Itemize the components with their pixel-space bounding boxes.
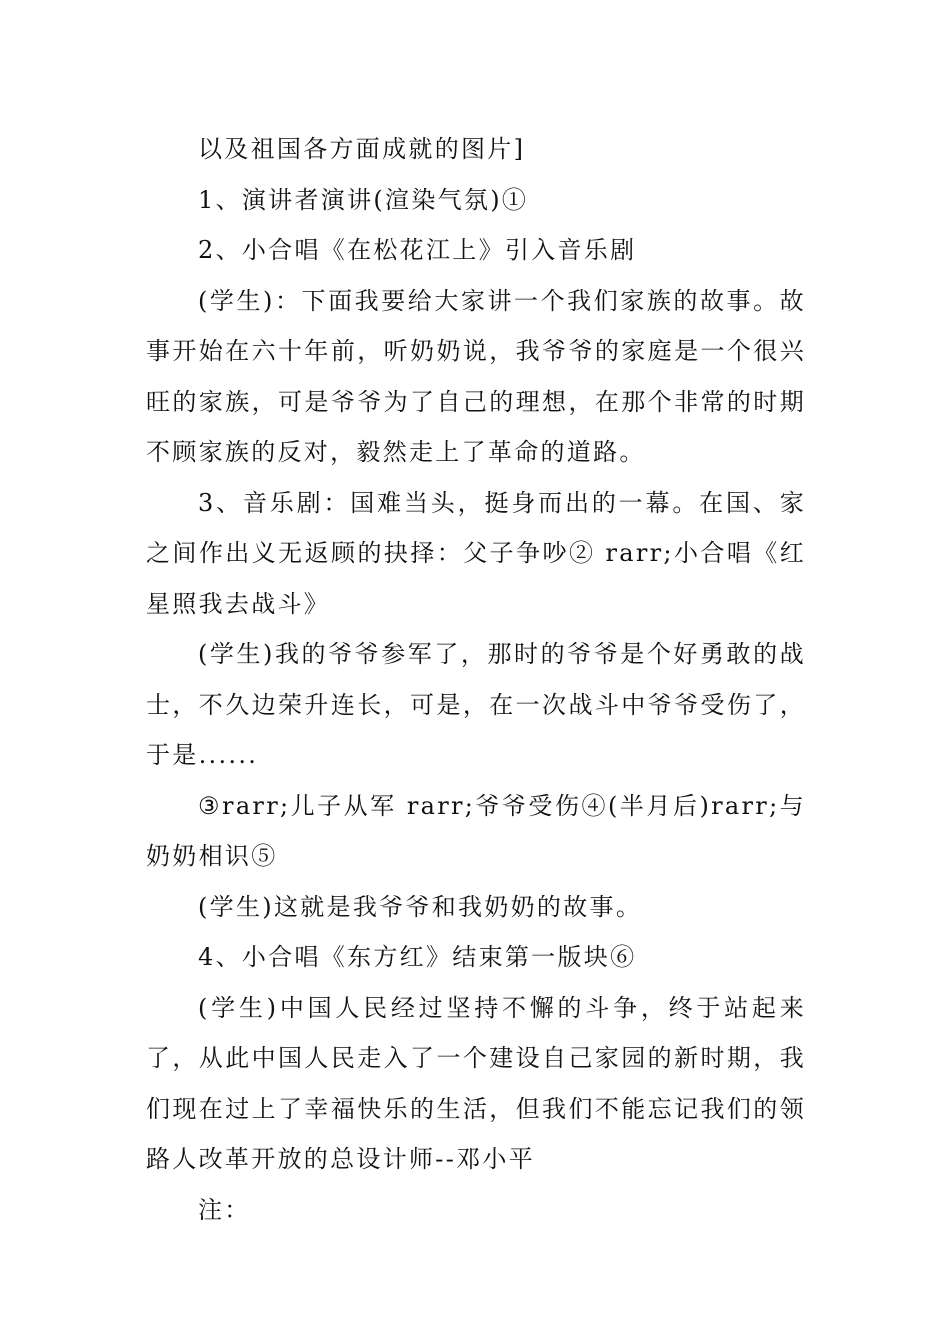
paragraph-item-2: 2、小合唱《在松花江上》引入音乐剧 (198, 236, 637, 264)
paragraph-student-ending: (学生)这就是我爷爷和我奶奶的故事。 (198, 892, 643, 921)
paragraph-student-story: (学生)：下面我要给大家讲一个我们家族的故事。故事开始在六十年前，听奶奶说，我爷爷的家庭是一个很兴旺的家族，可是爷爷为了自己的理想，在那个非常的时期不顾家族的反对，毅然走上了革命的道路。 (146, 286, 806, 466)
paragraph-note: 注： (198, 1195, 251, 1224)
paragraph-student-new-era: (学生)中国人民经过坚持不懈的斗争，终于站起来了，从此中国人民走入了一个建设自己家园的新时期，我们现在过上了幸福快乐的生活，但我们不能忘记我们的领路人改革开放的总设计师--邓小平 (146, 993, 806, 1173)
paragraph-item-4: 4、小合唱《东方红》结束第一版块⑥ (198, 943, 637, 971)
paragraph-intro-line: 以及祖国各方面成就的图片] (198, 135, 526, 163)
document-body (146, 124, 806, 1235)
paragraph-item-3: 3、音乐剧：国难当头，挺身而出的一幕。在国、家之间作出义无返顾的抉择：父子争吵② rarr;小合唱《红星照我去战斗》 (146, 488, 806, 618)
paragraph-student-grandfather: (学生)我的爷爷参军了，那时的爷爷是个好勇敢的战士，不久边荣升连长，可是，在一次战斗中爷爷受伤了，于是...... (146, 640, 806, 769)
paragraph-sequence: ③rarr;儿子从军 rarr;爷爷受伤④(半月后)rarr;与奶奶相识⑤ (146, 791, 806, 870)
paragraph-item-1: 1、演讲者演讲(渲染气氛)① (198, 185, 529, 214)
